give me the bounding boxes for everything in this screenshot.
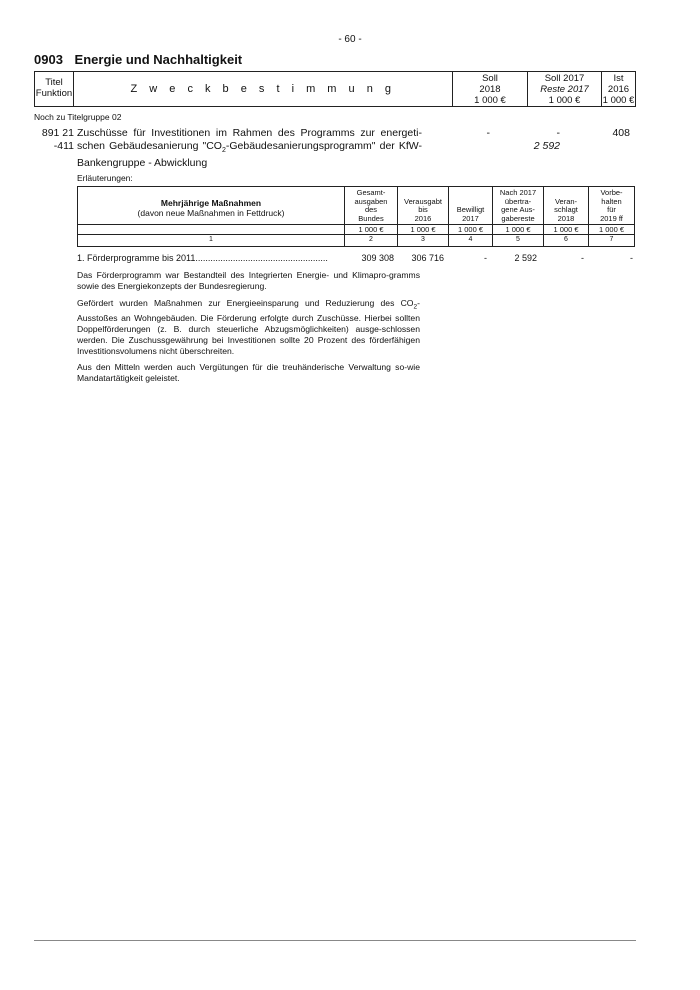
col-number: 1 [209,236,213,243]
entry-text-sub: 2 [221,147,226,155]
budget-header-table [34,71,636,107]
column-number: 3 [421,236,425,243]
massnahme-row-label: 1. Förderprogramme bis 2011..................................................... [77,253,328,263]
header-soll2017-unit: 1 000 € [548,95,581,106]
row-value-col-2: 309 308 [361,253,394,263]
header-soll-2018 [453,72,528,106]
header-soll-year: 2018 [479,84,501,95]
section-heading [34,52,242,67]
explanation-paragraph-3: Aus den Mitteln werden auch Vergütungen für die treuhänderische Verwaltung so-wie Mandatartätigkeit geleistet. [77,362,420,383]
erlaeuterungen-label: Erläuterungen: [77,173,133,183]
row-value-col-6: - [581,253,584,263]
massnahmen-col-4 [449,187,493,246]
column-number: 4 [468,236,473,243]
paragraph-2-sub: 2 [413,303,418,311]
header-soll-label: Soll [482,73,498,84]
header-ist-label: Ist [613,73,624,84]
entry-title-number [34,127,74,153]
column-number: 2 [369,236,373,243]
massnahmen-col-title [78,187,345,246]
entry-text-b: -Gebäudesanierungsprogramm" der KfW-Bankengruppe - Abwicklung [77,140,422,170]
column-number: 5 [516,236,520,243]
header-soll-2017 [528,72,602,106]
header-soll-unit: 1 000 € [474,95,506,106]
column-number: 6 [564,236,568,243]
row-value-col-4: - [484,253,487,263]
header-reste-label: Reste 2017 [540,84,589,95]
footer-divider [34,940,636,941]
section-title: Energie und Nachhaltigkeit [74,52,243,67]
entry-purpose-text [77,127,422,170]
column-header-label: Nach 2017 übertra- gene Aus- gabereste [499,188,537,223]
column-unit: 1 000 € [553,225,579,234]
column-header-label: Verausgabt bis 2016 [404,196,442,223]
row-value-col-5: 2 592 [514,253,537,263]
massnahmen-col-7 [589,187,634,246]
column-header-label: Vorbe- halten für 2019 ff [600,188,623,223]
entry-titel: 891 21 [41,127,74,139]
row-value-col-3: 306 716 [411,253,444,263]
column-unit: 1 000 € [358,225,384,234]
header-ist-year: 2016 [607,84,630,95]
column-unit: 1 000 € [598,225,625,234]
header-ist-2016 [602,72,635,106]
header-ist-unit: 1 000 € [602,95,635,106]
column-unit: 1 000 € [505,225,531,234]
column-unit: 1 000 € [457,225,484,234]
explanation-paragraph-1: Das Förderprogramm war Bestandteil des Integrierten Energie- und Klimapro-gramms sowie des Energiekonzepts der Bundesregierung. [77,270,420,291]
column-unit: 1 000 € [410,225,436,234]
massnahmen-col-2 [345,187,398,246]
massnahmen-subtitle: (davon neue Maßnahmen in Fettdruck) [137,207,285,218]
explanation-paragraph-2 [77,298,420,357]
header-titel-funktion [35,72,74,106]
paragraph-2-b: -Ausstoßes an Wohngebäuden. Die Förderung erfolgte durch Zuschüsse. Hierbei sollten Doppelförderungen (z. B. durch steuerliche Abzugsmöglichkeiten) ausge-schlossen werden. Die Zuschussgewährung bei Investitionen sollte 20 Prozent des förderfähigen Investitionsvolumens nicht überschreiten. [77,298,420,356]
massnahmen-col-6 [544,187,589,246]
entry-text-a: Zuschüsse für Investitionen im Rahmen des Programms zur energeti-schen Gebäudesanierung "CO [77,127,422,152]
page-number: - 60 - [338,34,362,45]
row-value-col-7: - [630,253,633,263]
entry-soll-2018: - [486,127,490,139]
group-note: Noch zu Titelgruppe 02 [34,112,122,122]
column-header-label: Gesamt- ausgaben des Bundes [354,188,388,223]
header-zweckbestimmung: Z w e c k b e s t i m m u n g [74,72,453,106]
column-header-label: Bewilligt 2017 [456,205,485,223]
column-number: 7 [609,236,614,243]
entry-reste-2017: 2 592 [533,140,560,152]
header-funktion: Funktion [35,88,73,99]
massnahmen-col-5 [493,187,544,246]
section-code: 0903 [34,52,63,67]
entry-ist-2016: 408 [612,127,630,139]
paragraph-2-a: Gefördert wurden Maßnahmen zur Energieeinsparung und Reduzierung des CO [77,298,414,308]
header-titel: Titel [45,77,63,88]
header-soll2017-label: Soll 2017 [544,73,585,84]
column-header-label: Veran- schlagt 2018 [554,196,578,223]
massnahmen-col-3 [398,187,449,246]
massnahmen-table [77,186,635,247]
entry-funktion: -411 [53,140,74,152]
massnahmen-title: Mehrjährige Maßnahmen [160,197,262,208]
entry-soll-2017: - [556,127,560,139]
